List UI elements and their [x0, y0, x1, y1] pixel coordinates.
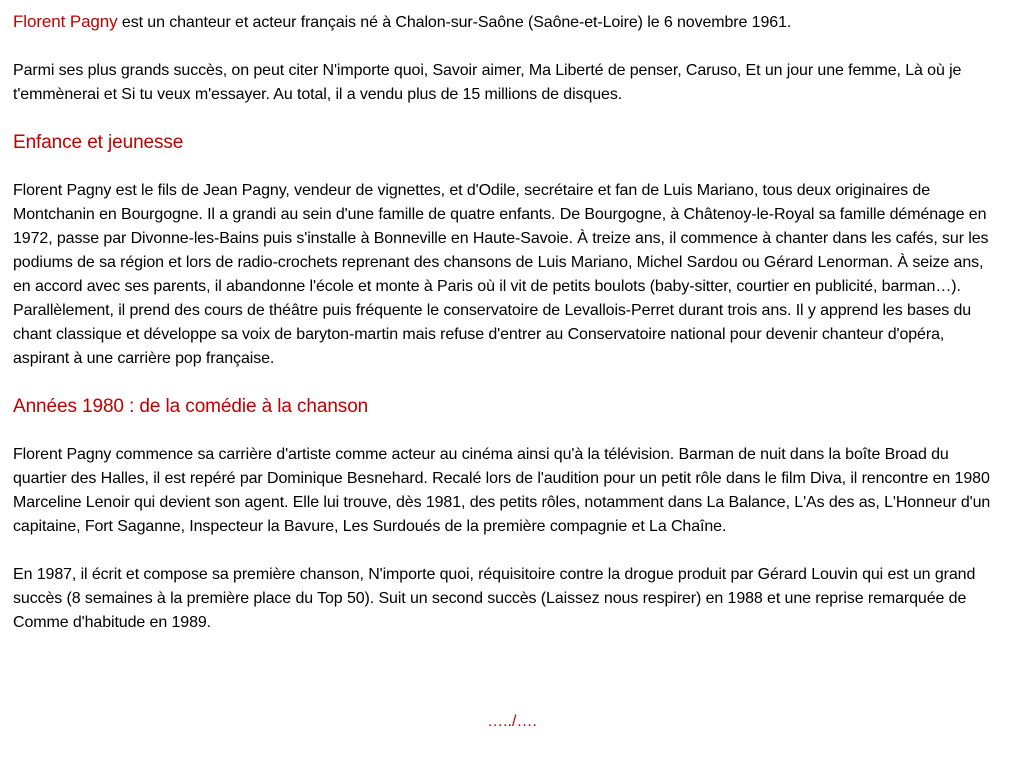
career-song-paragraph: En 1987, il écrit et compose sa première chanson, N'importe quoi, réquisitoire contre la drogue produit par Gérard Louvin qui est un grand succès (8 semaines à la première place du Top 50). Suit un second succès (Laissez nous respirer) en 1988 et une reprise remarquée de Comme d'habitude en 1989.: [13, 566, 976, 631]
career-acting-paragraph: Florent Pagny commence sa carrière d'artiste comme acteur au cinéma ainsi qu'à la télévision. Barman de nuit dans la boîte Broad du quartier des Halles, il est repéré par Dominique Besnehard. Recalé lors de l'audition pour un petit rôle dans le film Diva, il rencontre en 1980 Marceline Lenoir qui devient son agent. Elle lui trouve, dès 1981, des petits rôles, notamment dans La Balance, L'As des as, L'Honneur d'un capitaine, Fort Saganne, Inspecteur la Bavure, Les Surdoués de la première compagnie et La Chaîne.: [13, 446, 991, 535]
document-page: [13, 10, 1003, 659]
section-heading-childhood: Enfance et jeunesse: [13, 132, 184, 153]
intro-text: est un chanteur et acteur français né à Chalon-sur-Saône (Saône-et-Loire) le 6 novembre 1961.: [117, 14, 792, 31]
intro-paragraph: [13, 10, 1003, 35]
subject-name: Florent Pagny: [13, 12, 118, 31]
section-heading-1980s: Années 1980 : de la comédie à la chanson: [13, 396, 369, 417]
continued-marker: …../….: [487, 713, 537, 730]
intro-hits-paragraph: Parmi ses plus grands succès, on peut citer N'importe quoi, Savoir aimer, Ma Liberté de penser, Caruso, Et un jour une femme, Là où je t'emmènerai et Si tu veux m'essayer. Au total, il a vendu plus de 15 millions de disques.: [13, 62, 962, 103]
childhood-paragraph: Florent Pagny est le fils de Jean Pagny, vendeur de vignettes, et d'Odile, secrétaire et fan de Luis Mariano, tous deux originaires de Montchanin en Bourgogne. Il a grandi au sein d'une famille de quatre enfants. De Bourgogne, à Châtenoy-le-Royal sa famille déménage en 1972, passe par Divonne-les-Bains puis s'installe à Bonneville en Haute-Savoie. À treize ans, il commence à chanter dans les cafés, sur les podiums de sa région et lors de radio-crochets reprenant des chansons de Luis Mariano, Michel Sardou ou Gérard Lenorman. À seize ans, en accord avec ses parents, il abandonne l'école et monte à Paris où il vit de petits boulots (baby-sitter, courtier en publicité, barman…). Parallèlement, il prend des cours de théâtre puis fréquente le conservatoire de Levallois-Perret durant trois ans. Il y apprend les bases du chant classique et développe sa voix de baryton-martin mais refuse d'entrer au Conservatoire national pour devenir chanteur d'opéra, aspirant à une carrière pop française.: [13, 182, 989, 367]
